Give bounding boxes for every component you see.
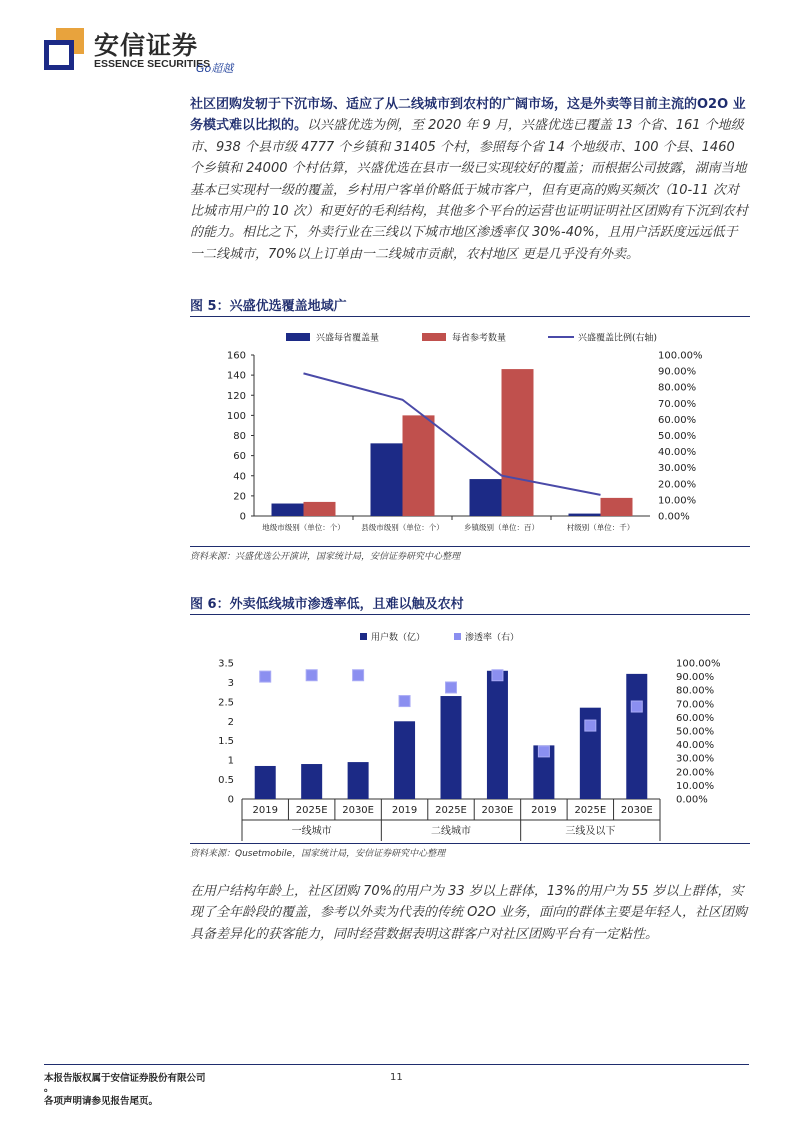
intro-lead-sentence: 社区团购发轫于下沉市场、适应了从二线城市到农村的广阔市场，这是外卖等目前主流的O2O 业务模式难以比拟的。 [190, 97, 746, 134]
x-category-label: 县级市级别（单位：个） [361, 523, 444, 532]
legend-swatch-penetration [454, 633, 461, 640]
logo-script: Go超越 [196, 62, 234, 75]
y-tick-label: 120 [226, 390, 246, 402]
y2-tick-label: 70.00% [658, 398, 697, 410]
bar-users-3 [394, 721, 415, 799]
penetration-marker-0 [260, 671, 271, 682]
x-category-label: 2019 [252, 805, 278, 816]
penetration-marker-1 [306, 670, 317, 681]
legend-swatch-1 [422, 333, 446, 341]
y-tick-label: 2.5 [218, 697, 234, 709]
legend-label-1: 每省参考数量 [452, 333, 507, 344]
y-tick-label: 100 [226, 410, 246, 422]
y-tick-label: 0.5 [218, 775, 234, 787]
user-structure-text: 在用户结构年龄上，社区团购 70%的用户为 33 岁以上群体，13%的用户为 55 岁以上群体，实现了全年龄段的覆盖，参考以外卖为代表的传统 O2O 业务，面向的群体主要是年轻人，社区团购具备差异化的获客能力，同时经营数据表明这群客户对社区团购平台有一定粘性。 [190, 884, 748, 942]
figure-6-top-rule [190, 614, 750, 615]
y2-tick-label: 40.00% [676, 740, 715, 752]
bar-users-4 [441, 696, 462, 799]
bar-coverage-0 [272, 504, 304, 516]
y-tick-label: 0 [239, 511, 246, 523]
x-category-label: 2025E [574, 805, 607, 816]
y2-tick-label: 60.00% [676, 712, 715, 724]
y-tick-label: 80 [233, 431, 246, 442]
legend-swatch-0 [286, 333, 310, 341]
x-category-label: 2030E [481, 805, 514, 816]
y2-tick-label: 10.00% [658, 495, 697, 507]
figure-6-source: 资料来源：Qusetmobile，国家统计局，安信证券研究中心整理 [190, 849, 446, 859]
y-tick-label: 160 [226, 350, 246, 362]
y2-tick-label: 30.00% [676, 753, 715, 765]
y-tick-label: 3.5 [218, 658, 234, 670]
x-category-label: 2019 [531, 805, 557, 816]
y2-tick-label: 100.00% [658, 350, 703, 362]
bar-reference-2 [502, 369, 534, 516]
y-tick-label: 140 [226, 370, 246, 382]
logo-mark-icon [44, 28, 84, 70]
y2-tick-label: 30.00% [658, 463, 697, 475]
y2-tick-label: 10.00% [676, 780, 715, 792]
x-category-label: 2019 [391, 805, 418, 816]
y2-tick-label: 80.00% [658, 382, 697, 394]
y2-tick-label: 0.00% [658, 511, 690, 523]
bar-users-5 [487, 671, 508, 799]
user-structure-paragraph [190, 881, 750, 945]
intro-paragraph [190, 94, 750, 265]
figure-6-title: 图 6：外卖低线城市渗透率低，且难以触及农村 [190, 597, 464, 612]
x-category-label: 2025E [295, 805, 328, 816]
y-tick-label: 40 [233, 471, 246, 483]
penetration-marker-7 [585, 720, 596, 731]
x-category-label: 2030E [620, 805, 653, 816]
y2-tick-label: 40.00% [658, 447, 697, 459]
y2-tick-label: 20.00% [676, 767, 715, 779]
bar-users-1 [301, 764, 322, 799]
penetration-marker-8 [631, 701, 642, 712]
x-group-label: 三线及以下 [565, 826, 616, 837]
y-tick-label: 0 [227, 794, 234, 806]
figure-5-top-rule [190, 316, 750, 317]
penetration-marker-4 [446, 682, 457, 693]
legend-label-penetration: 渗透率（右） [465, 633, 520, 643]
y2-tick-label: 70.00% [676, 699, 715, 711]
bar-users-2 [348, 762, 369, 799]
y-tick-label: 1.5 [218, 736, 234, 748]
legend-label-2: 兴盛覆盖比例(右轴) [578, 333, 658, 344]
y2-tick-label: 50.00% [676, 726, 715, 738]
legend-label-0: 兴盛每省覆盖量 [316, 333, 380, 344]
y2-tick-label: 60.00% [658, 414, 697, 426]
y-tick-label: 60 [233, 451, 246, 463]
bar-coverage-1 [371, 443, 403, 516]
bar-coverage-2 [470, 479, 502, 516]
penetration-marker-3 [399, 696, 410, 707]
x-category-label: 乡镇级别（单位：百） [464, 523, 539, 532]
bar-users-0 [255, 766, 276, 799]
penetration-marker-5 [492, 670, 503, 681]
y2-tick-label: 100.00% [676, 658, 721, 670]
y2-tick-label: 20.00% [658, 479, 697, 491]
footer-rule [44, 1064, 749, 1065]
y2-tick-label: 80.00% [676, 685, 715, 697]
penetration-marker-6 [538, 746, 549, 757]
x-category-label: 地级市级别（单位：个） [262, 523, 345, 532]
x-category-label: 2030E [342, 805, 375, 816]
figure-5-bottom-rule [190, 546, 750, 547]
logo-chinese-name: 安信证券 [94, 31, 199, 60]
y2-tick-label: 50.00% [658, 431, 697, 442]
footer-disclaimer: 各项声明请参见报告尾页。 [44, 1096, 159, 1107]
figure-5-chart [190, 322, 750, 544]
x-group-label: 二线城市 [431, 826, 471, 837]
figure-6-bottom-rule [190, 843, 750, 844]
page-number: 11 [390, 1072, 403, 1083]
penetration-marker-2 [353, 670, 364, 681]
y-tick-label: 1 [227, 755, 234, 767]
y-tick-label: 2 [227, 716, 234, 728]
footer-copyright: 本报告版权属于安信证券股份有限公司 [44, 1073, 206, 1084]
logo-english-name: ESSENCE SECURITIES [94, 58, 211, 70]
figure-5-source: 资料来源：兴盛优选公开演讲，国家统计局，安信证券研究中心整理 [190, 552, 461, 562]
legend-swatch-users [360, 633, 367, 640]
footer-dot: 。 [44, 1083, 54, 1094]
y2-tick-label: 0.00% [676, 794, 708, 806]
coverage-ratio-line [304, 373, 601, 495]
y2-tick-label: 90.00% [676, 672, 715, 684]
bar-reference-0 [304, 502, 336, 516]
bar-coverage-3 [569, 514, 601, 516]
x-group-label: 一线城市 [291, 826, 332, 837]
figure-6-chart [190, 620, 750, 842]
y-tick-label: 3 [227, 677, 234, 689]
intro-body-text: 以兴盛优选为例，至 2020 年 9 月，兴盛优选已覆盖 13 个省、161 个地级市、938 个县市级 4777 个乡镇和 31405 个村，参照每个省 14 个地级市、100 个县、1460 个乡镇和 24000 个村估算，兴盛优选在县市一级已实现较好的覆盖；而根据公司披露，湖南当地基本已实现村一级的覆盖，乡村用户客单价略低于城市客户，但有更高的购买频次（10-11 次对比城市用户的 10 次）和更好的毛利结构，其他多个平台的运营也证明证明社区团购有下沉到农村的能力。相比之下，外卖行业在三线以下城市地区渗透率仅 30%-40%，且用户活跃度远远低于一二线城市，70%以上订单由一二线城市贡献，农村地区 更是几乎没有外卖。 [190, 118, 748, 262]
x-category-label: 村级别（单位：千） [566, 523, 635, 532]
figure-5-title: 图 5：兴盛优选覆盖地域广 [190, 299, 347, 314]
x-category-label: 2025E [435, 805, 467, 816]
legend-label-users: 用户数（亿） [371, 633, 426, 643]
bar-reference-1 [403, 415, 435, 516]
y2-tick-label: 90.00% [658, 366, 697, 378]
bar-reference-3 [601, 498, 633, 516]
y-tick-label: 20 [233, 491, 246, 503]
bar-users-8 [626, 674, 647, 799]
